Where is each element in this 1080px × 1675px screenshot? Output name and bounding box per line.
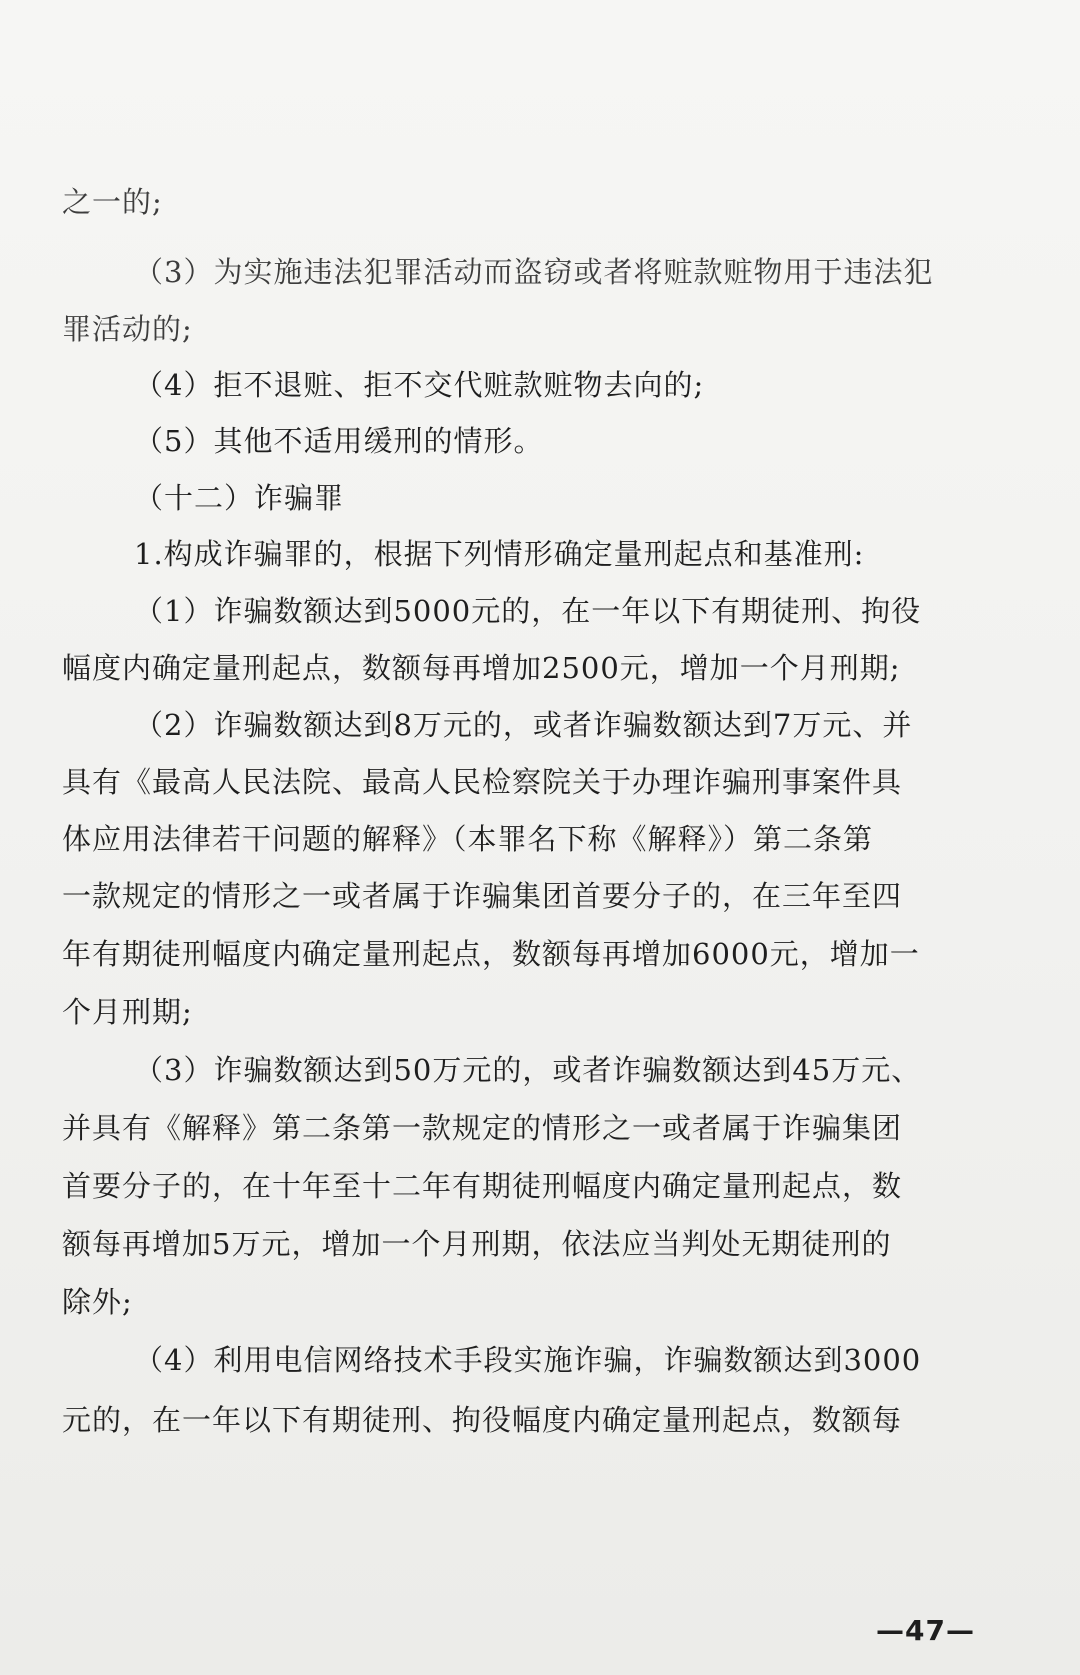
text-line-17: 并具有《解释》第二条第一款规定的情形之一或者属于诈骗集团 — [62, 1111, 903, 1145]
text-line-9: 幅度内确定量刑起点，数额每再增加2500元，增加一个月刑期; — [62, 651, 901, 685]
text-line-4: （4）拒不退赃、拒不交代赃款赃物去向的; — [134, 368, 705, 402]
text-line-15: 个月刑期; — [62, 995, 193, 1029]
text-line-1: 之一的; — [62, 185, 163, 219]
text-line-22: 元的，在一年以下有期徒刑、拘役幅度内确定量刑起点，数额每 — [62, 1403, 903, 1437]
text-line-16: （3）诈骗数额达到50万元的，或者诈骗数额达到45万元、 — [134, 1053, 922, 1087]
text-line-20: 除外; — [62, 1285, 133, 1319]
text-line-10: （2）诈骗数额达到8万元的，或者诈骗数额达到7万元、并 — [134, 708, 913, 742]
text-line-13: 一款规定的情形之一或者属于诈骗集团首要分子的，在三年至四 — [62, 879, 903, 913]
text-line-21: （4）利用电信网络技术手段实施诈骗，诈骗数额达到3000 — [134, 1343, 922, 1377]
text-line-14: 年有期徒刑幅度内确定量刑起点，数额每再增加6000元，增加一 — [62, 937, 920, 971]
section-heading: （十二）诈骗罪 — [134, 481, 345, 515]
text-line-18: 首要分子的，在十年至十二年有期徒刑幅度内确定量刑起点，数 — [62, 1169, 903, 1203]
page-number: —47— — [876, 1614, 975, 1647]
text-line-12: 体应用法律若干问题的解释》（本罪名下称《解释》）第二条第 — [62, 822, 874, 856]
text-line-8: （1）诈骗数额达到5000元的，在一年以下有期徒刑、拘役 — [134, 594, 922, 628]
text-line-5: （5）其他不适用缓刑的情形。 — [134, 424, 544, 458]
text-line-11: 具有《最高人民法院、最高人民检察院关于办理诈骗刑事案件具 — [62, 765, 903, 799]
text-line-2: （3）为实施违法犯罪活动而盗窃或者将赃款赃物用于违法犯 — [134, 255, 934, 289]
text-line-19: 额每再增加5万元，增加一个月刑期，依法应当判处无期徒刑的 — [62, 1227, 892, 1261]
text-line-7: 1.构成诈骗罪的，根据下列情形确定量刑起点和基准刑: — [134, 537, 865, 571]
text-line-3: 罪活动的; — [62, 312, 193, 346]
